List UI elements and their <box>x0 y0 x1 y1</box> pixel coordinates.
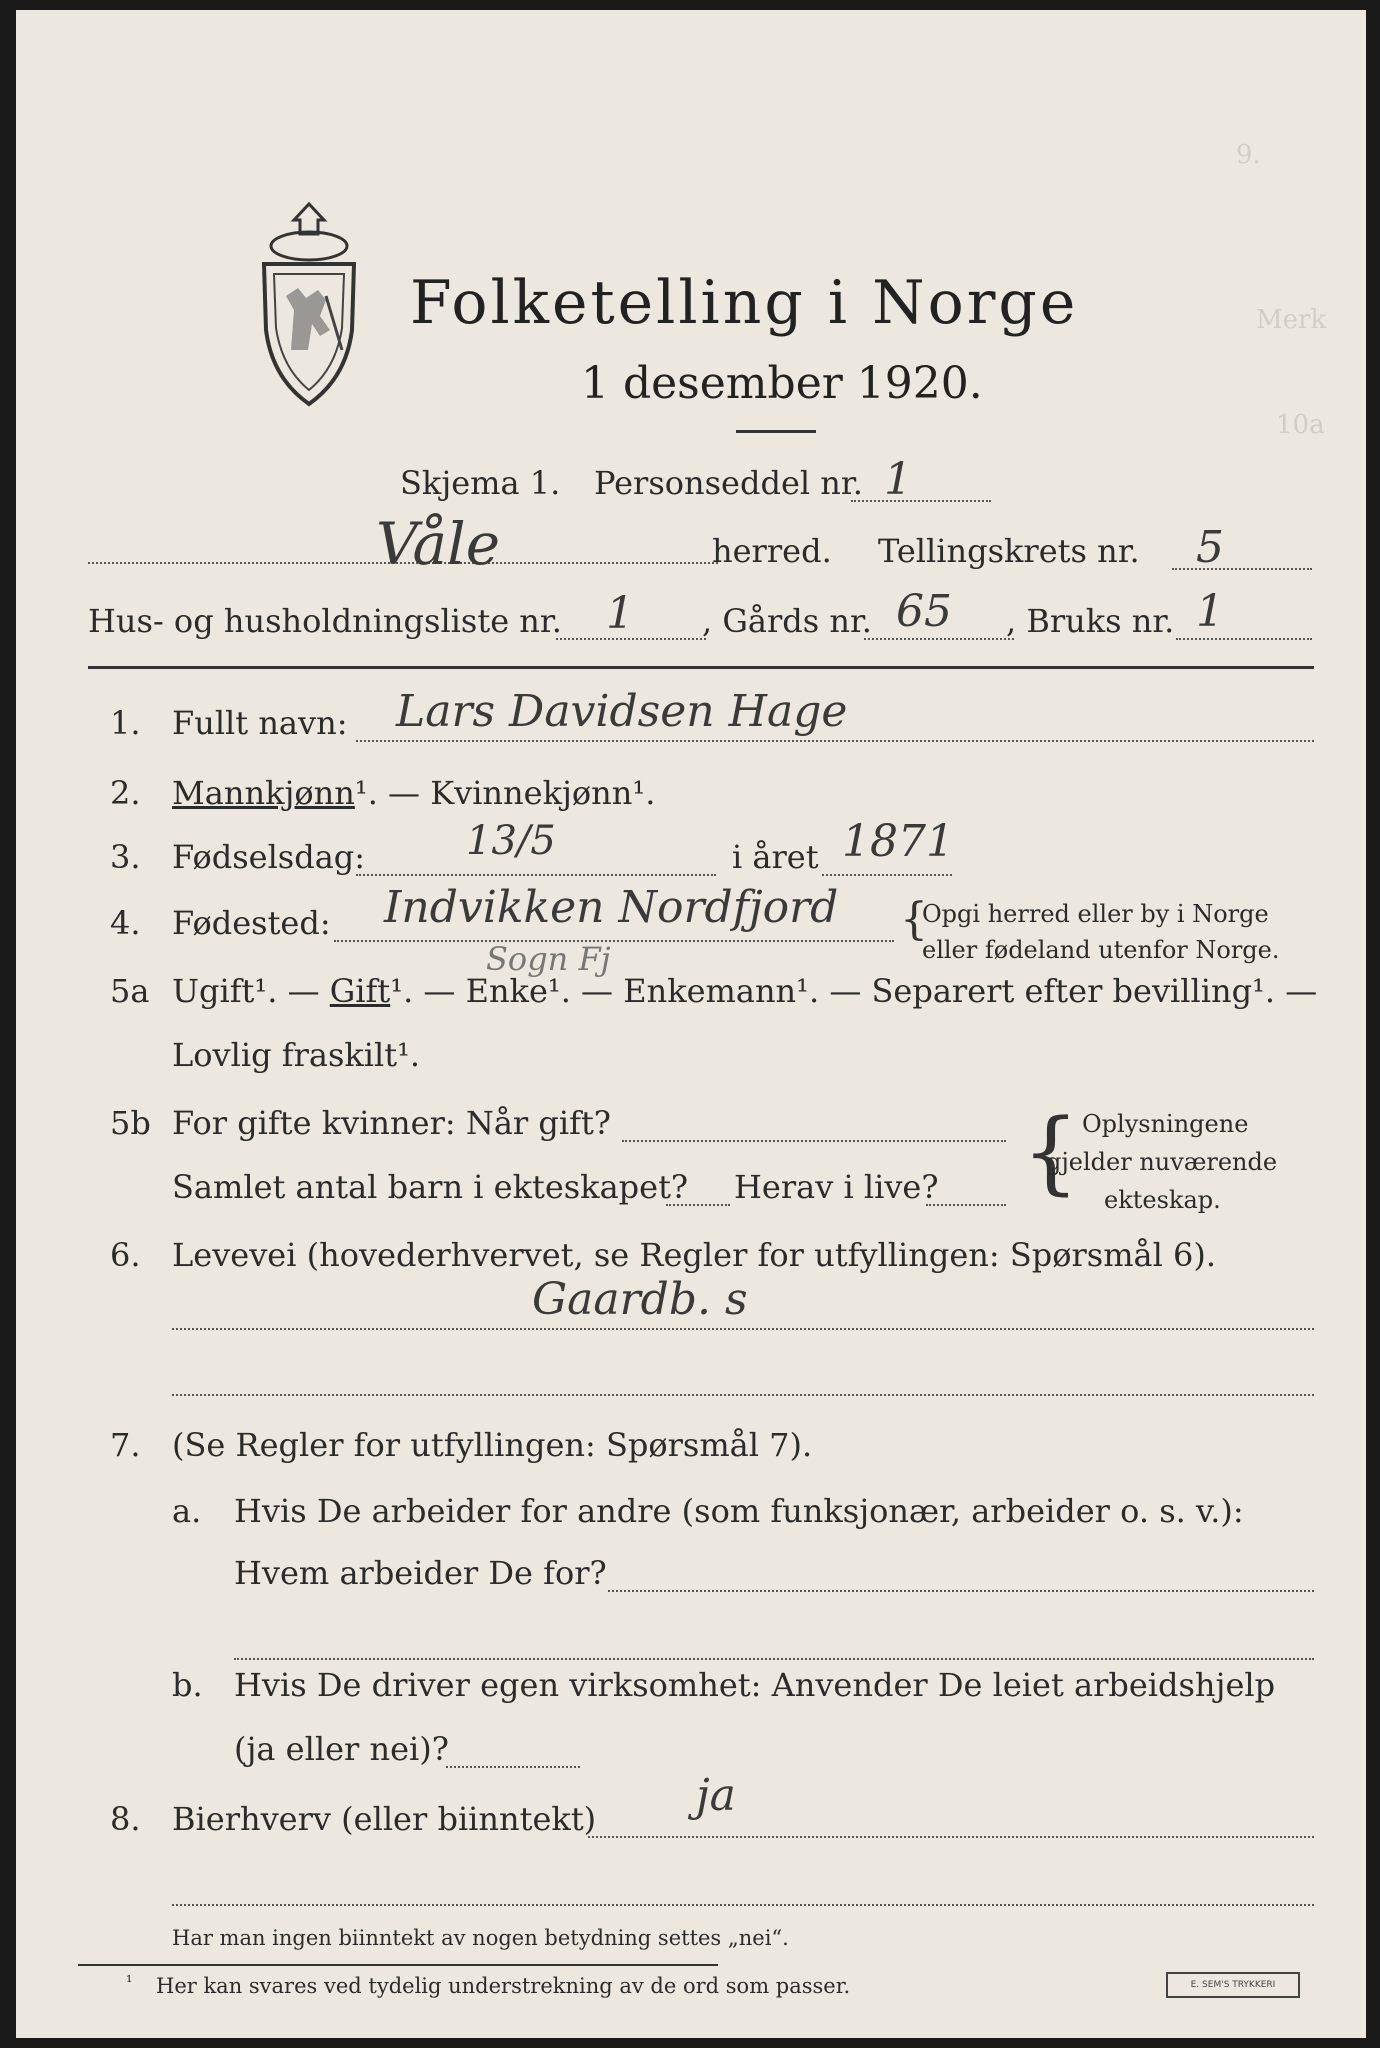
q8-label: Bierhverv (eller biinntekt) <box>172 1800 597 1838</box>
q7-number: 7. <box>110 1426 141 1464</box>
q3-label: Fødselsdag: <box>172 838 366 876</box>
q5a-options <box>172 972 1317 1010</box>
q6-line-1 <box>172 1328 1314 1330</box>
personseddel-line <box>851 500 991 502</box>
herred-label: herred. <box>712 532 832 570</box>
footnote-text: Her kan svares ved tydelig understrekning av de ord som passer. <box>156 1974 851 1998</box>
q5b-married-line <box>622 1140 1006 1142</box>
option-mannkjonn[interactable]: Mannkjønn <box>172 774 355 812</box>
q5a-number: 5a <box>110 972 150 1010</box>
q4-label: Fødested: <box>172 904 331 942</box>
q7-label: (Se Regler for utfyllingen: Spørsmål 7). <box>172 1426 813 1464</box>
q7b-label-2: (ja eller nei)? <box>234 1730 449 1768</box>
q7a-employer-line-2 <box>234 1658 1314 1660</box>
tellingskrets-line <box>1172 568 1312 570</box>
q6-line-2 <box>172 1394 1314 1396</box>
q2-options <box>172 774 655 812</box>
q7b-label-1: Hvis De driver egen virksomhet: Anvender De leiet arbeidshjelp <box>234 1666 1276 1704</box>
header-separator <box>88 666 1314 669</box>
q5b-note-line1: Oplysningene <box>1082 1110 1249 1138</box>
footnote-marker: ¹ <box>126 1972 133 1991</box>
husliste-label: Hus- og husholdningsliste nr. <box>88 602 562 640</box>
skjema-label: Skjema 1. <box>400 464 561 502</box>
bruks-label: , Bruks nr. <box>1006 602 1175 640</box>
q3-number: 3. <box>110 838 141 876</box>
birthplace-pencil-note: Sogn Fj <box>486 940 611 978</box>
q5a-remaining-options: ¹. — Enke¹. — Enkemann¹. — Separert efter bevilling¹. — <box>390 972 1318 1010</box>
q7a-label-2: Hvem arbeider De for? <box>234 1554 607 1592</box>
q8-line <box>588 1836 1314 1838</box>
tellingskrets-value[interactable]: 5 <box>1196 522 1224 573</box>
q3-year-label: i året <box>732 838 819 876</box>
bleed-through-text: 10a <box>1276 410 1325 440</box>
gards-value[interactable]: 65 <box>896 586 952 637</box>
q5b-children-line <box>666 1204 730 1206</box>
q8-line-2 <box>172 1904 1314 1906</box>
husliste-value[interactable]: 1 <box>606 588 634 639</box>
printer-stamp: E. SEM'S TRYKKERI <box>1166 1972 1300 1998</box>
q5b-label-married: For gifte kvinner: Når gift? <box>172 1104 611 1142</box>
form-title: Folketelling i Norge <box>410 268 1079 338</box>
option-gift[interactable]: Gift <box>329 972 391 1010</box>
q4-note-line1: Opgi herred eller by i Norge <box>922 900 1269 928</box>
q5b-number: 5b <box>110 1104 151 1142</box>
q5b-alive-line <box>926 1204 1006 1206</box>
q5b-label-children: Samlet antal barn i ekteskapet? <box>172 1168 689 1206</box>
tellingskrets-label: Tellingskrets nr. <box>878 532 1140 570</box>
birth-day-value[interactable]: 13/5 <box>466 818 556 864</box>
occupation-value[interactable]: Gaardb. s <box>532 1274 748 1325</box>
personseddel-label: Personseddel nr. <box>594 464 863 502</box>
birthplace-value[interactable]: Indvikken Nordfjord <box>384 882 839 933</box>
q7b-answer-line <box>446 1766 580 1768</box>
q1-label: Fullt navn: <box>172 704 348 742</box>
q4-brace: { <box>900 894 928 945</box>
q3-day-line <box>356 874 716 876</box>
q5b-label-alive: Herav i live? <box>734 1168 939 1206</box>
q3-year-line <box>822 874 952 876</box>
q7a-letter: a. <box>172 1492 202 1530</box>
q5b-note-line2: gjelder nuværende <box>1046 1148 1278 1176</box>
option-ugift[interactable]: Ugift¹. — <box>172 972 320 1010</box>
q7a-employer-line <box>608 1590 1314 1592</box>
q2-number: 2. <box>110 774 141 812</box>
norway-coat-of-arms-icon <box>246 200 372 410</box>
note-nei: Har man ingen biinntekt av nogen betydning settes „nei“. <box>172 1926 789 1950</box>
full-name-value[interactable]: Lars Davidsen Hage <box>396 686 848 737</box>
q5b-brace: { <box>1022 1100 1080 1205</box>
q5b-note-line3: ekteskap. <box>1104 1186 1221 1214</box>
gards-line <box>864 638 1014 640</box>
q6-number: 6. <box>110 1236 141 1274</box>
option-lovlig-fraskilt[interactable]: Lovlig fraskilt¹. <box>172 1036 421 1074</box>
birth-year-value[interactable]: 1871 <box>842 816 954 867</box>
form-date: 1 desember 1920. <box>581 358 983 409</box>
side-income-value[interactable]: ja <box>696 1770 736 1821</box>
footnote-rule <box>78 1964 718 1966</box>
q4-number: 4. <box>110 904 141 942</box>
title-divider <box>736 430 816 433</box>
q2-remaining-options: ¹. — Kvinnekjønn¹. <box>354 774 656 812</box>
herred-value[interactable]: Våle <box>376 510 501 578</box>
q7a-label-1: Hvis De arbeider for andre (som funksjonær, arbeider o. s. v.): <box>234 1492 1244 1530</box>
bruks-line <box>1176 638 1312 640</box>
q1-number: 1. <box>110 704 141 742</box>
q4-line <box>334 940 894 942</box>
bruks-value[interactable]: 1 <box>1196 586 1224 637</box>
q1-line <box>356 740 1314 742</box>
bleed-through-text: Merk <box>1256 305 1327 335</box>
q8-number: 8. <box>110 1800 141 1838</box>
personseddel-value[interactable]: 1 <box>884 454 912 505</box>
q7b-letter: b. <box>172 1666 203 1704</box>
q4-note-line2: eller fødeland utenfor Norge. <box>922 936 1280 964</box>
gards-label: , Gårds nr. <box>702 602 872 640</box>
bleed-through-text: 9. <box>1236 140 1261 170</box>
q6-label: Levevei (hovederhvervet, se Regler for utfyllingen: Spørsmål 6). <box>172 1236 1217 1274</box>
census-form-page <box>16 10 1366 2038</box>
